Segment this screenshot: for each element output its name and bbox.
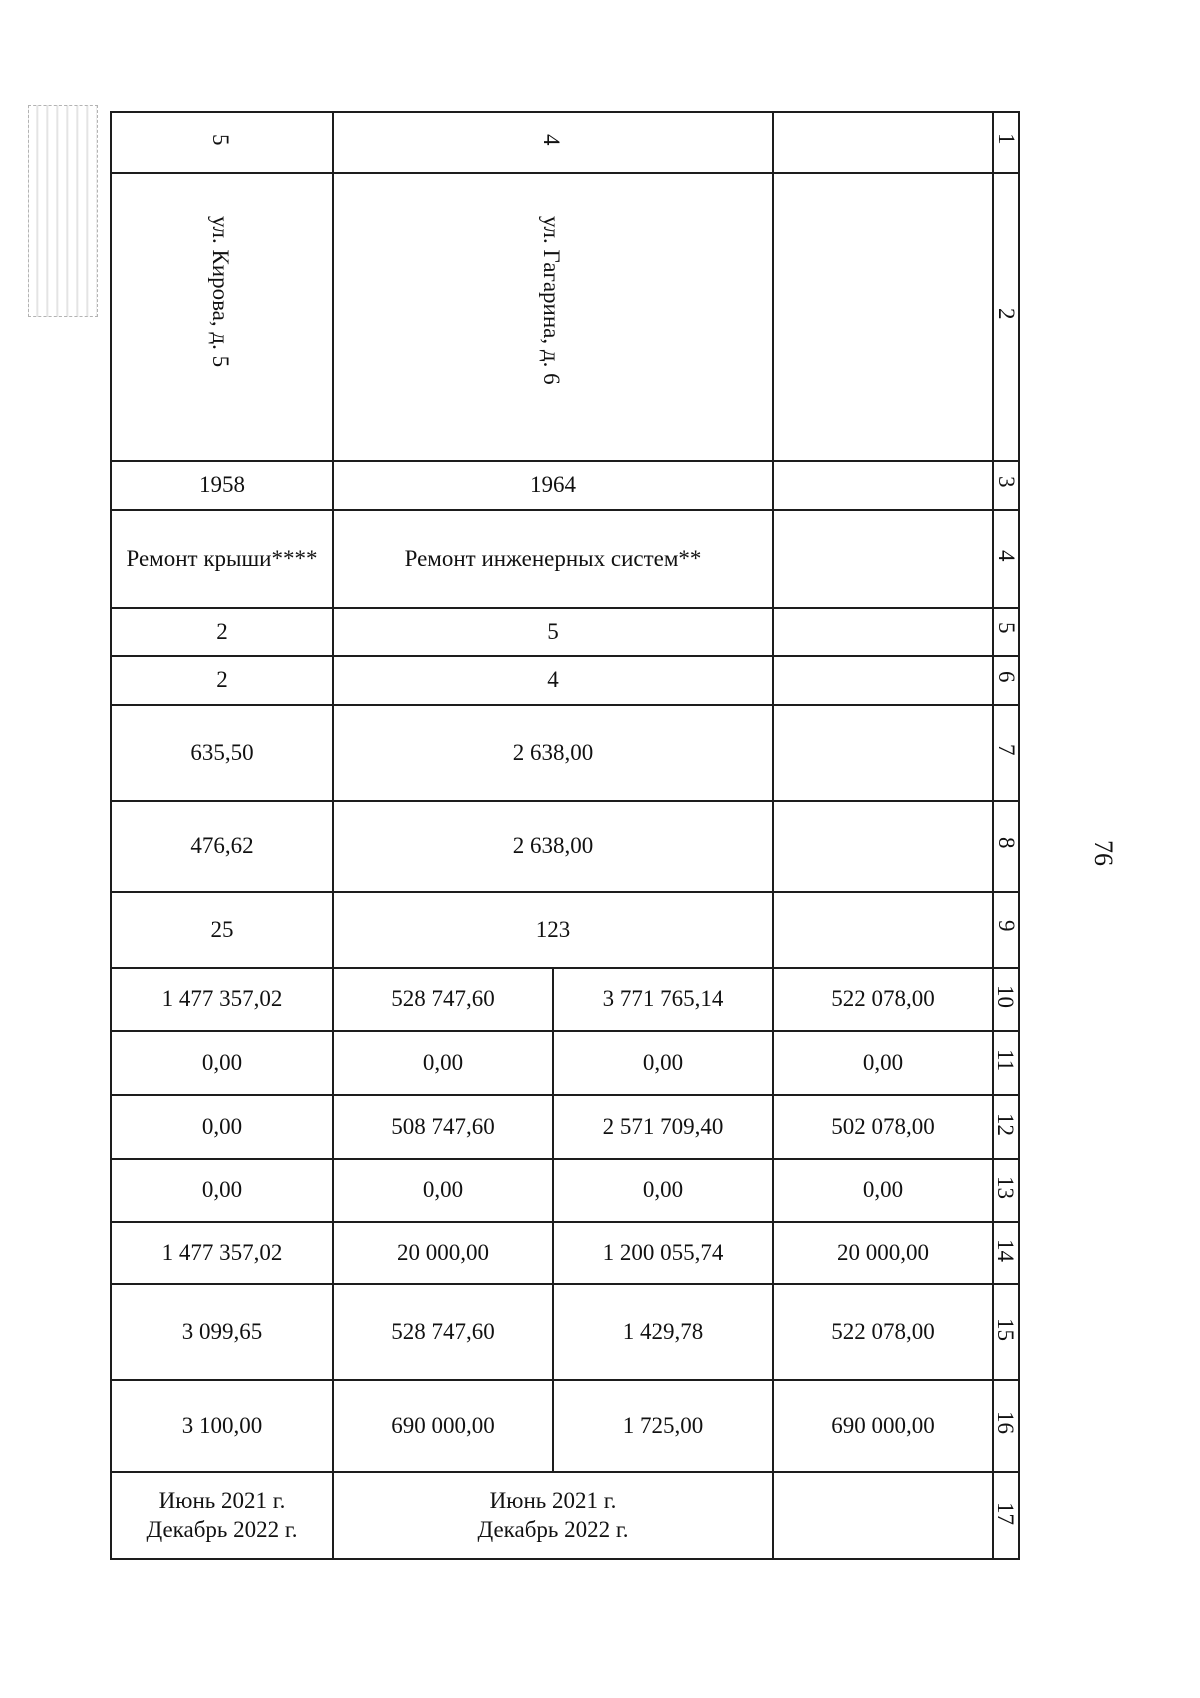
table-cell: 123 — [535, 916, 571, 942]
row-divider — [110, 172, 1020, 174]
table-cell: 0,00 — [642, 1177, 684, 1203]
period-cell — [112, 1473, 332, 1558]
table-cell: 508 747,60 — [391, 1113, 495, 1139]
row-number: 5 — [208, 134, 233, 146]
table-cell: 0,00 — [201, 1049, 243, 1075]
table-cell: 1 725,00 — [622, 1412, 704, 1438]
column-number: 15 — [993, 1318, 1018, 1341]
table-cell: 502 078,00 — [831, 1113, 935, 1139]
table-cell: 1 477 357,02 — [161, 986, 283, 1012]
table-cell: 3 100,00 — [181, 1412, 263, 1438]
column-number: 11 — [993, 1049, 1018, 1072]
column-number: 7 — [994, 744, 1019, 756]
period-end: Декабрь 2022 г. — [477, 1516, 629, 1542]
table-border-top — [110, 111, 1020, 113]
table-cell: 0,00 — [422, 1177, 464, 1203]
column-number: 1 — [994, 133, 1019, 145]
table-cell: 2 — [216, 618, 228, 644]
table-cell: 0,00 — [201, 1113, 243, 1139]
table-cell: 0,00 — [862, 1049, 904, 1075]
column-number: 10 — [993, 985, 1018, 1008]
column-number: 12 — [993, 1113, 1018, 1136]
column-number: 9 — [994, 920, 1019, 932]
table-cell: 1 429,78 — [622, 1318, 704, 1344]
period-start: Июнь 2021 г. — [158, 1487, 286, 1513]
table-border-right — [1018, 111, 1020, 1560]
stamp-mark — [28, 105, 98, 317]
address-cell: ул. Гагарина, д. 6 — [539, 216, 564, 385]
table-border-bottom — [110, 1558, 1020, 1560]
period-start: Июнь 2021 г. — [489, 1487, 617, 1513]
row-number: 4 — [539, 134, 564, 146]
work-type-cell: Ремонт крыши**** — [126, 545, 318, 571]
column-number: 5 — [994, 622, 1019, 634]
period-cell — [334, 1473, 772, 1558]
year-cell: 1964 — [530, 471, 576, 497]
table-cell: 2 638,00 — [512, 833, 594, 859]
table-cell: 20 000,00 — [837, 1239, 929, 1265]
table-cell: 1 477 357,02 — [161, 1239, 283, 1265]
table-cell: 20 000,00 — [397, 1239, 489, 1265]
table-cell: 522 078,00 — [831, 1318, 935, 1344]
table-cell: 528 747,60 — [391, 986, 495, 1012]
table-cell: 3 099,65 — [181, 1318, 263, 1344]
table-cell: 0,00 — [642, 1049, 684, 1075]
table-cell: 528 747,60 — [391, 1318, 495, 1344]
table-cell: 690 000,00 — [831, 1412, 935, 1438]
table-cell: 25 — [210, 916, 234, 942]
data-table — [110, 111, 1020, 1560]
table-cell: 5 — [547, 618, 559, 644]
column-number: 2 — [994, 308, 1019, 320]
column-number: 4 — [994, 550, 1019, 562]
table-cell: 690 000,00 — [391, 1412, 495, 1438]
table-cell: 522 078,00 — [831, 986, 935, 1012]
table-cell: 2 571 709,40 — [602, 1113, 724, 1139]
period-end: Декабрь 2022 г. — [146, 1516, 298, 1542]
table-cell: 635,50 — [190, 739, 254, 765]
page-number: 76 — [1089, 840, 1118, 866]
column-number: 3 — [994, 476, 1019, 488]
column-number: 6 — [994, 671, 1019, 683]
column-number: 14 — [993, 1239, 1018, 1262]
work-type-cell: Ремонт инженерных систем** — [404, 545, 702, 571]
table-cell: 4 — [547, 667, 559, 693]
column-number: 16 — [993, 1411, 1018, 1434]
column-number: 8 — [994, 837, 1019, 849]
table-cell: 2 — [216, 667, 228, 693]
column-number: 13 — [993, 1176, 1018, 1199]
table-cell: 2 638,00 — [512, 739, 594, 765]
table-cell: 3 771 765,14 — [602, 986, 724, 1012]
table-cell: 0,00 — [201, 1177, 243, 1203]
address-cell: ул. Кирова, д. 5 — [208, 216, 233, 368]
table-cell: 476,62 — [190, 833, 254, 859]
column-number: 17 — [993, 1502, 1018, 1525]
table-cell: 0,00 — [422, 1049, 464, 1075]
year-cell: 1958 — [199, 471, 245, 497]
table-cell: 0,00 — [862, 1177, 904, 1203]
table-cell: 1 200 055,74 — [602, 1239, 724, 1265]
